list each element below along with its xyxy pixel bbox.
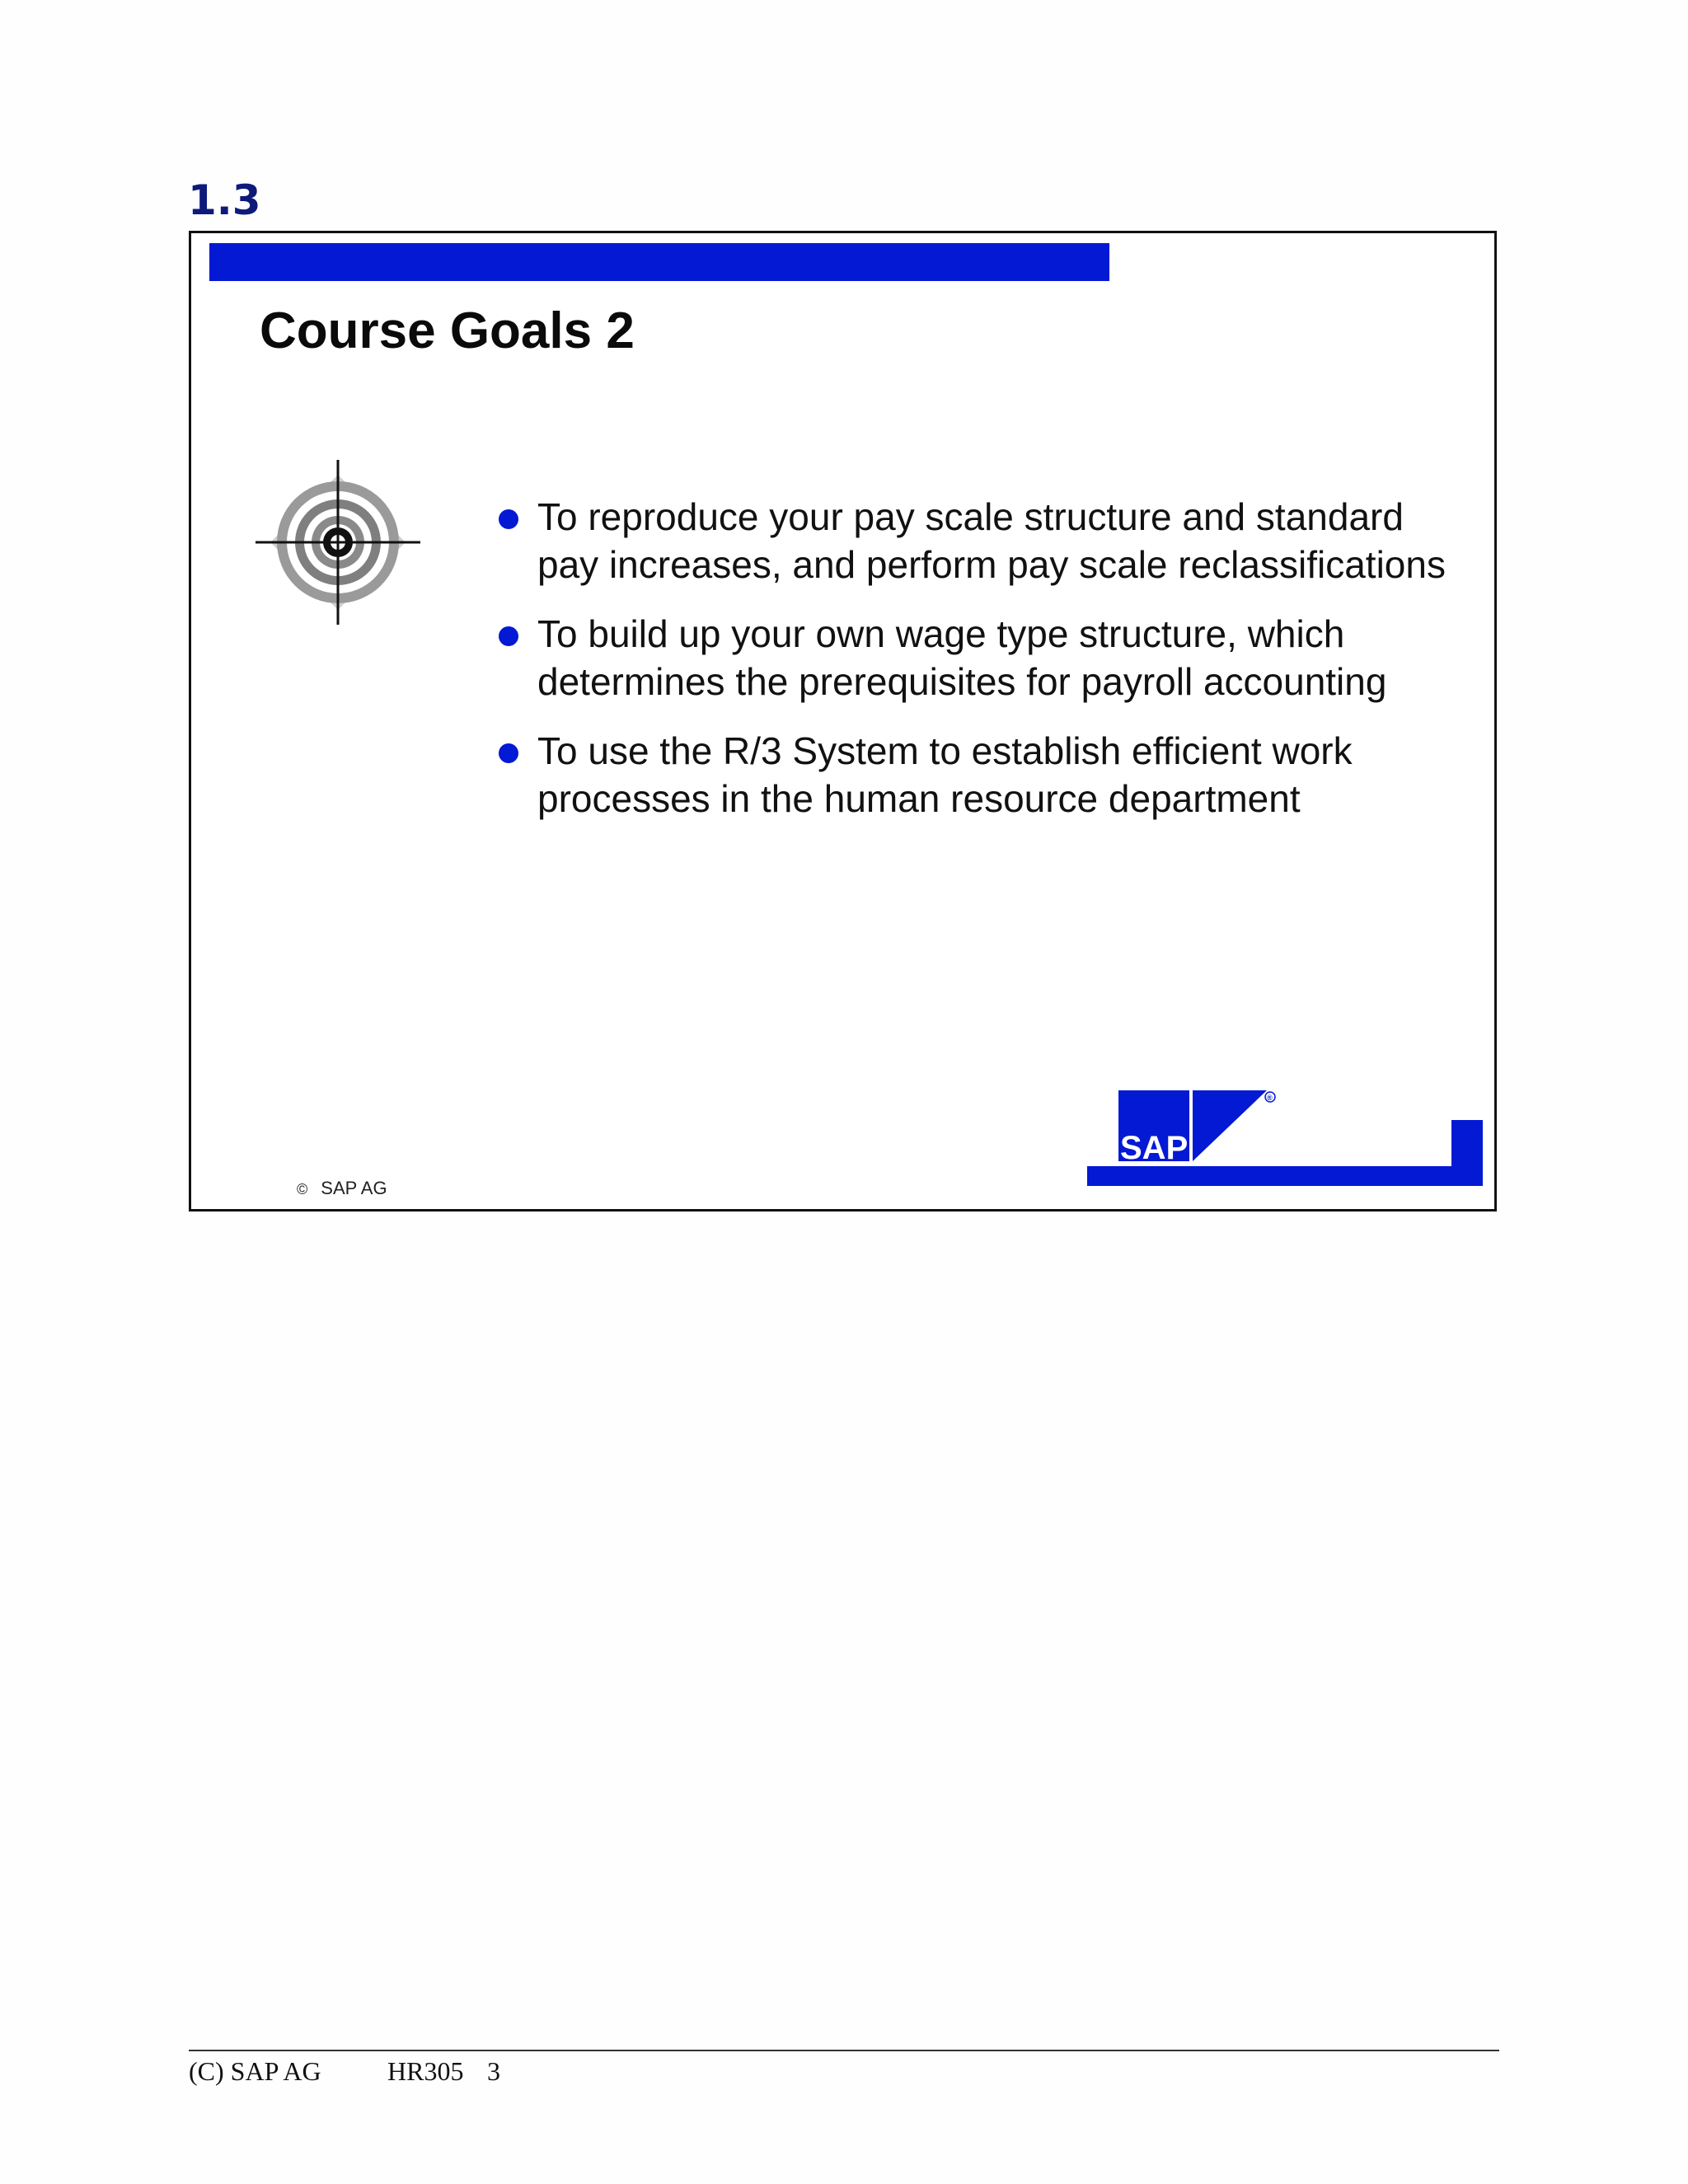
bullet-icon: [499, 743, 518, 763]
goal-line: determines the prerequisites for payroll accounting: [537, 660, 1387, 703]
registered-mark: ®: [1267, 1094, 1273, 1102]
footer-copyright: (C) SAP AG: [189, 2056, 321, 2086]
goal-line: To reproduce your pay scale structure and standard: [537, 495, 1404, 538]
goal-line: To use the R/3 System to establish efficient work: [537, 729, 1353, 772]
slide-top-bar: [209, 243, 1109, 281]
bullet-icon: [499, 509, 518, 529]
footer-page-number: 3: [487, 2056, 500, 2086]
goal-line: pay increases, and perform pay scale reclassifications: [537, 543, 1446, 586]
copyright-text: SAP AG: [321, 1178, 387, 1198]
goal-line: processes in the human resource department: [537, 777, 1301, 820]
sap-logo-text: SAP: [1120, 1130, 1189, 1165]
copyright-symbol: ©: [297, 1181, 308, 1197]
goal-item: [499, 727, 1488, 823]
section-number: 1.3: [188, 176, 261, 224]
goal-line: To build up your own wage type structure, which: [537, 612, 1345, 655]
corner-frame: [1087, 1120, 1483, 1186]
goals-list: [499, 493, 1488, 844]
slide: [189, 231, 1497, 1212]
bullet-icon: [499, 626, 518, 646]
goal-item: [499, 493, 1488, 588]
target-icon: [256, 460, 420, 625]
footer-rule: [189, 2050, 1499, 2051]
slide-copyright: [297, 1179, 387, 1197]
goal-item: [499, 610, 1488, 705]
footer-course-code: HR305: [387, 2056, 464, 2086]
slide-title: Course Goals 2: [260, 302, 635, 359]
